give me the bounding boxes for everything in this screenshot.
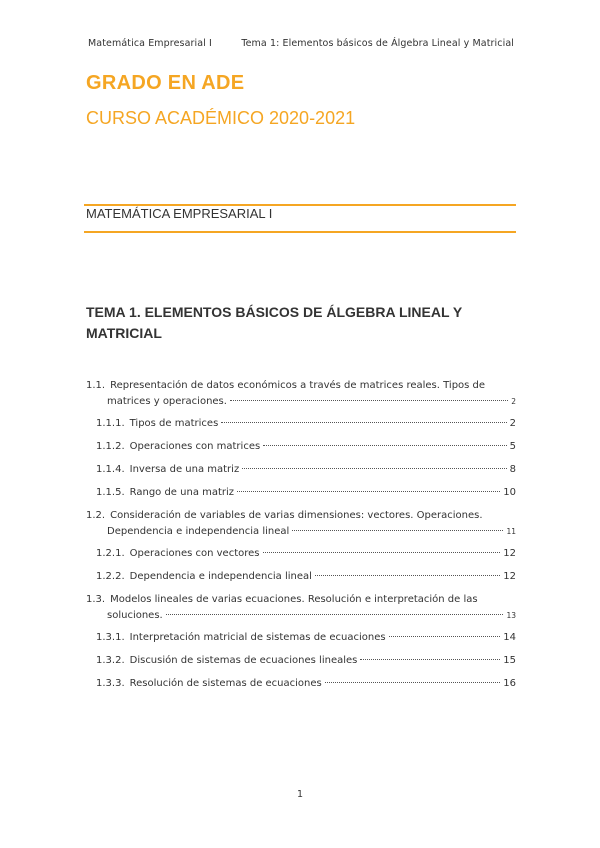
- toc-text: Tipos de matrices: [129, 418, 219, 429]
- toc-page: 14: [503, 632, 516, 643]
- toc-page: 12: [503, 571, 516, 582]
- toc-text-continued: Dependencia e independencia lineal: [107, 526, 290, 537]
- toc-page: 16: [503, 678, 516, 689]
- toc-leader: [237, 491, 500, 492]
- toc-leader: [166, 614, 504, 615]
- toc-number: 1.2.: [86, 510, 106, 521]
- toc-page: 12: [503, 548, 516, 559]
- toc-number: 1.3.3.: [96, 678, 125, 689]
- toc-text-continued: soluciones.: [107, 610, 163, 621]
- degree-title: GRADO EN ADE: [86, 72, 245, 94]
- toc-entry-1-2-2[interactable]: [86, 569, 516, 585]
- table-of-contents: [86, 378, 516, 699]
- toc-number: 1.1.2.: [96, 441, 125, 452]
- toc-number: 1.2.2.: [96, 571, 125, 582]
- toc-page: 2: [511, 397, 516, 406]
- toc-entry-1-1-5[interactable]: [86, 485, 516, 501]
- toc-text-continued: matrices y operaciones.: [107, 396, 227, 407]
- toc-number: 1.1.5.: [96, 487, 125, 498]
- toc-text: Representación de datos económicos a través de matrices reales. Tipos de: [110, 380, 486, 391]
- toc-page: 8: [509, 464, 516, 475]
- toc-page: 15: [503, 655, 516, 666]
- toc-text: Operaciones con vectores: [129, 548, 260, 559]
- toc-leader: [230, 400, 508, 401]
- toc-entry-1-1-1[interactable]: [86, 416, 516, 432]
- toc-text: Consideración de variables de varias dimensiones: vectores. Operaciones.: [110, 510, 483, 521]
- toc-number: 1.1.4.: [96, 464, 125, 475]
- toc-number: 1.3.1.: [96, 632, 125, 643]
- toc-text: Resolución de sistemas de ecuaciones: [129, 678, 322, 689]
- toc-leader: [325, 682, 501, 683]
- subject-title: MATEMÁTICA EMPRESARIAL I: [86, 206, 273, 221]
- toc-text: Operaciones con matrices: [129, 441, 261, 452]
- toc-text: Inversa de una matriz: [129, 464, 240, 475]
- subject-rule-bottom: [84, 231, 516, 233]
- topic-title: TEMA 1. ELEMENTOS BÁSICOS DE ÁLGEBRA LINEAL Y MATRICIAL: [86, 304, 462, 341]
- toc-text: Dependencia e independencia lineal: [129, 571, 312, 582]
- toc-entry-1-1-4[interactable]: [86, 462, 516, 478]
- toc-entry-1-3-1[interactable]: [86, 630, 516, 646]
- toc-number: 1.3.2.: [96, 655, 125, 666]
- toc-leader: [292, 530, 503, 531]
- toc-number: 1.1.: [86, 380, 106, 391]
- header-course: Matemática Empresarial I: [88, 38, 212, 49]
- toc-text: Modelos lineales de varias ecuaciones. Resolución e interpretación de las: [110, 594, 478, 605]
- running-header: [88, 38, 514, 49]
- toc-leader: [263, 552, 501, 553]
- toc-entry-1-3-2[interactable]: [86, 653, 516, 669]
- page-number: 1: [296, 789, 304, 800]
- toc-text: Rango de una matriz: [129, 487, 235, 498]
- toc-leader: [263, 445, 506, 446]
- toc-entry-1-3-3[interactable]: [86, 676, 516, 692]
- toc-page: 13: [506, 611, 516, 620]
- toc-number: 1.1.1.: [96, 418, 125, 429]
- toc-leader: [360, 659, 500, 660]
- toc-number: 1.2.1.: [96, 548, 125, 559]
- toc-entry-1-3[interactable]: [86, 592, 516, 624]
- header-topic: Tema 1: Elementos básicos de Álgebra Lineal y Matricial: [241, 38, 514, 49]
- toc-entry-1-1[interactable]: [86, 378, 516, 410]
- toc-entry-1-2-1[interactable]: [86, 546, 516, 562]
- toc-text: Interpretación matricial de sistemas de ecuaciones: [129, 632, 386, 643]
- toc-page: 5: [509, 441, 516, 452]
- toc-page: 2: [509, 418, 516, 429]
- toc-leader: [389, 636, 501, 637]
- toc-leader: [242, 468, 506, 469]
- toc-text: Discusión de sistemas de ecuaciones lineales: [129, 655, 358, 666]
- toc-leader: [221, 422, 506, 423]
- toc-entry-1-1-2[interactable]: [86, 439, 516, 455]
- academic-year: CURSO ACADÉMICO 2020-2021: [86, 108, 356, 128]
- toc-entry-1-2[interactable]: [86, 508, 516, 540]
- toc-number: 1.3.: [86, 594, 106, 605]
- toc-page: 11: [506, 527, 516, 536]
- toc-page: 10: [503, 487, 516, 498]
- toc-leader: [315, 575, 500, 576]
